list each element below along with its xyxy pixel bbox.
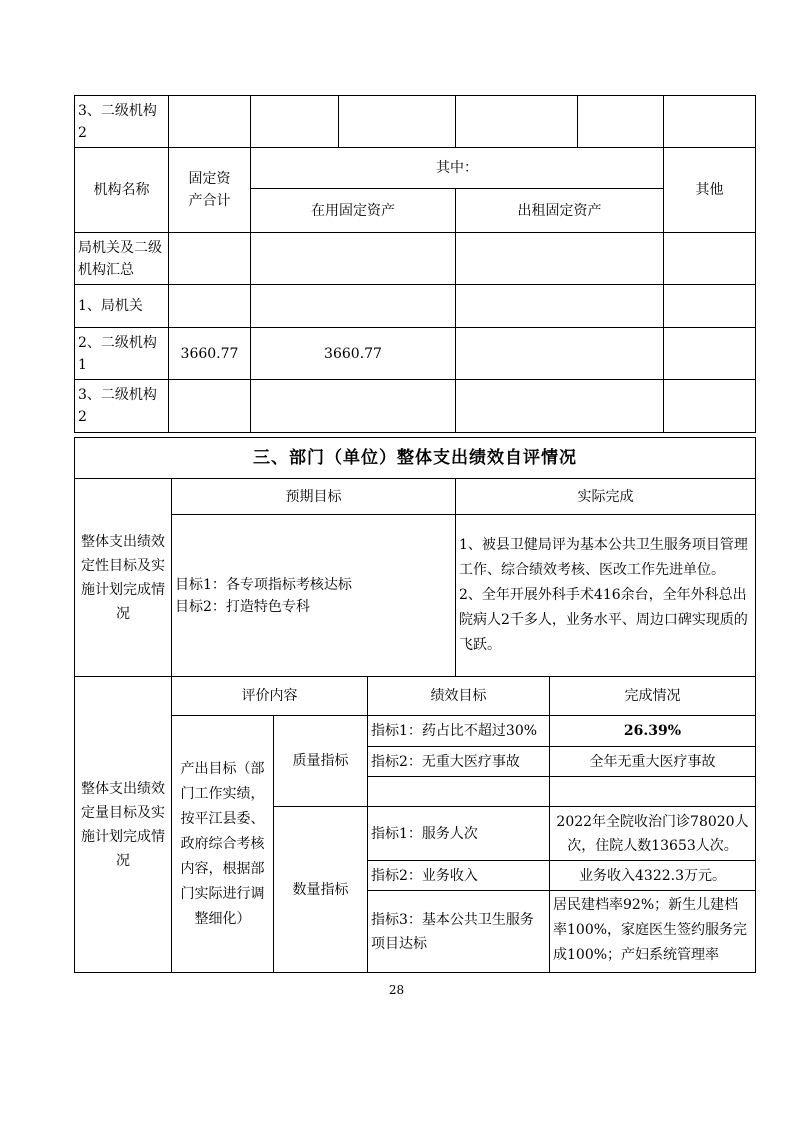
asset-row-total: [169, 233, 251, 285]
asset-row-total: [169, 380, 251, 433]
asset-table: [74, 95, 756, 433]
asset-row-total: [169, 285, 251, 328]
quantity-done: 2022年全院收治门诊78020人次，住院人数13653人次。: [550, 807, 756, 861]
quantity-done: 业务收入4322.3万元。: [550, 861, 756, 891]
asset-top-row-name: 3、二级机构2: [75, 96, 169, 148]
section3-table: [74, 437, 756, 677]
asset-header-other: 其他: [664, 148, 756, 233]
done-header: 完成情况: [550, 677, 756, 716]
quantity-target: 指标1：服务人次: [368, 807, 550, 861]
actual-header: 实际完成: [456, 479, 756, 515]
quantitative-table: [74, 676, 756, 973]
output-goal: 产出目标（部门工作实绩，按平江县委、政府综合考核内容，根据部门实际进行调整细化）: [172, 716, 274, 973]
quantity-target: 指标3：基本公共卫生服务项目达标: [368, 891, 550, 973]
asset-row-in-use: 3660.77: [251, 328, 456, 380]
quantity-done: 居民建档率92%；新生儿建档率100%，家庭医生签约服务完成100%；产妇系统管理率: [550, 891, 756, 973]
qualitative-label: 整体支出绩效定性目标及实施计划完成情况: [75, 479, 172, 677]
page-number: 28: [388, 983, 405, 997]
quantity-label: 数量指标: [274, 807, 368, 973]
asset-row-in-use: [251, 285, 456, 328]
quantity-target: 指标2：业务收入: [368, 861, 550, 891]
expected-goal: 目标2：打造特色专科: [175, 598, 310, 615]
section-title: 三、部门（单位）整体支出绩效自评情况: [75, 438, 756, 479]
quality-done: 26.39%: [550, 716, 756, 747]
actual-results: [456, 515, 756, 677]
asset-header-rented: 出租固定资产: [456, 189, 664, 233]
expected-goal: 目标1：各专项指标考核达标: [175, 576, 352, 593]
asset-header-name: 机构名称: [75, 148, 169, 233]
expected-goals: [172, 515, 456, 677]
quantitative-label: 整体支出绩效定量目标及实施计划完成情况: [75, 677, 172, 973]
asset-row-name: 局机关及二级机构汇总: [75, 233, 169, 285]
target-header: 绩效目标: [368, 677, 550, 716]
actual-result: 1、被县卫健局评为基本公共卫生服务项目管理工作、综合绩效考核、医改工作先进单位。: [459, 537, 748, 578]
asset-row-name: 3、二级机构2: [75, 380, 169, 433]
asset-row-name: 2、二级机构1: [75, 328, 169, 380]
quality-target: 指标1：药占比不超过30%: [368, 716, 550, 747]
asset-header-in-use: 在用固定资产: [251, 189, 456, 233]
actual-result: 2、全年开展外科手术416余台，全年外科总出院病人2千多人，业务水平、周边口碑实现质的飞跃。: [459, 587, 748, 653]
asset-row-total: 3660.77: [169, 328, 251, 380]
asset-row-name: 1、局机关: [75, 285, 169, 328]
quality-done: 全年无重大医疗事故: [550, 747, 756, 777]
expected-header: 预期目标: [172, 479, 456, 515]
quality-target: 指标2：无重大医疗事故: [368, 747, 550, 777]
asset-row-in-use: [251, 380, 456, 433]
asset-header-of-which: 其中：: [251, 148, 664, 189]
eval-header: 评价内容: [172, 677, 368, 716]
asset-header-total: 固定资产合计: [169, 148, 251, 233]
quality-label: 质量指标: [274, 716, 368, 807]
asset-row-in-use: [251, 233, 456, 285]
